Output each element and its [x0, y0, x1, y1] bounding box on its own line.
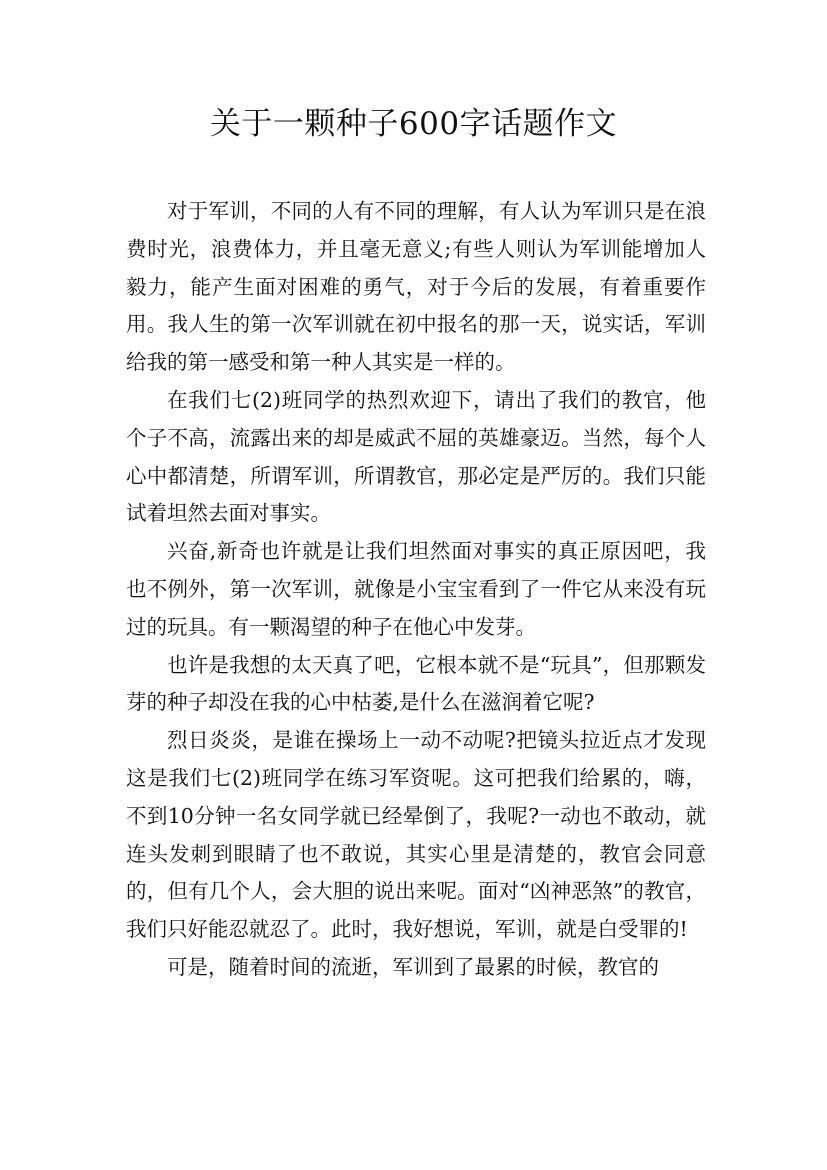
paragraph-4: 也许是我想的太天真了吧，它根本就不是“玩具”，但那颗发芽的种子却没在我的心中枯萎,是什么在滋润着它呢? — [126, 652, 706, 715]
paragraph-1: 对于军训，不同的人有不同的理解，有人认为军训只是在浪费时光，浪费体力，并且毫无意义;有些人则认为军训能增加人毅力，能产生面对困难的勇气，对于今后的发展，有着重要作用。我人生的第一次军训就在初中报名的那一天，说实话，军训给我的第一感受和第一种人其实是一样的。 — [126, 199, 706, 375]
document-title: 关于一颗种子600字话题作文 — [209, 106, 618, 142]
paragraph-6: 可是，随着时间的流逝，军训到了最累的时候，教官的 — [167, 954, 659, 979]
paragraph-3: 兴奋,新奇也许就是让我们坦然面对事实的真正原因吧，我也不例外，第一次军训，就像是小宝宝看到了一件它从来没有玩过的玩具。有一颗渴望的种子在他心中发芽。 — [126, 539, 706, 639]
paragraph-2: 在我们七(2)班同学的热烈欢迎下，请出了我们的教官，他个子不高，流露出来的却是威武不屈的英雄豪迈。当然，每个人心中都清楚，所谓军训，所谓教官，那必定是严厉的。我们只能试着坦然去面对事实。 — [126, 387, 706, 526]
paragraph-5: 烈日炎炎，是谁在操场上一动不动呢?把镜头拉近点才发现这是我们七(2)班同学在练习军资呢。这可把我们给累的，嗨，不到10分钟一名女同学就已经晕倒了，我呢?一动也不敢动，就连头发刺到眼睛了也不敢说，其实心里是清楚的，教官会同意的，但有几个人，会大胆的说出来呢。面对“凶神恶煞”的教官，我们只好能忍就忍了。此时，我好想说，军训，就是白受罪的! — [126, 728, 706, 942]
essay-body — [126, 193, 706, 987]
